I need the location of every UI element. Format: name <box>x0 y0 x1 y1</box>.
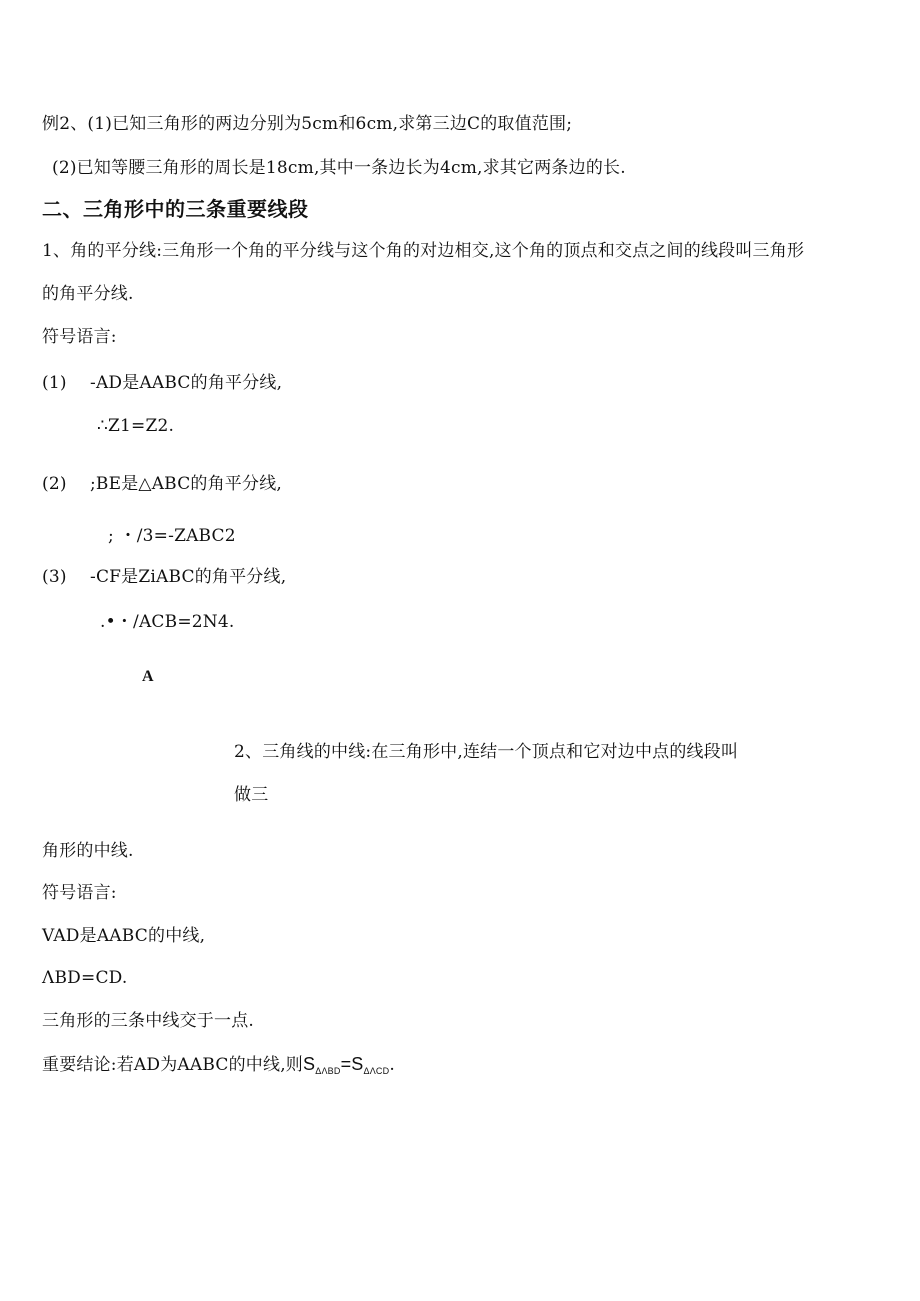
item-premise: ;BE是△ABC的角平分线, <box>90 474 282 494</box>
bisector-item-2-conclusion: ; ・/3=-ZABC2 <box>108 526 236 546</box>
area-subscript-2: ΔΛCD <box>363 1066 390 1076</box>
bisector-item-2-premise <box>42 473 282 495</box>
symbol-language-label: 符号语言: <box>42 327 117 347</box>
item-premise: -CF是ZiABC的角平分线, <box>90 567 287 587</box>
conclusion-prefix: 重要结论:若AD为AABC的中线,则 <box>42 1055 304 1075</box>
area-symbol-2: S <box>351 1054 364 1074</box>
median-definition-line-3: 角形的中线. <box>42 841 134 861</box>
angle-bisector-definition-line-2: 的角平分线. <box>42 284 134 304</box>
example-2-part-1: 例2、(1)已知三角形的两边分别为5cm和6cm,求第三边C的取值范围; <box>42 114 573 134</box>
section-heading: 二、三角形中的三条重要线段 <box>42 197 309 221</box>
equals-sign: = <box>340 1054 352 1074</box>
bisector-item-3-premise <box>42 566 286 588</box>
item-number: (3) <box>42 567 67 587</box>
bisector-item-1-conclusion: ∴Z1=Z2. <box>97 416 175 436</box>
bisector-item-1-premise <box>42 372 282 394</box>
median-conclusion: ΛBD=CD. <box>42 968 128 988</box>
end-period: . <box>389 1055 395 1075</box>
figure-vertex-label: A <box>142 668 154 685</box>
area-subscript-1: ΔΛBD <box>315 1066 341 1076</box>
item-number: (2) <box>42 474 67 494</box>
example-2-part-2: (2)已知等腰三角形的周长是18cm,其中一条边长为4cm,求其它两条边的长. <box>52 158 626 178</box>
angle-bisector-definition-line-1: 1、角的平分线:三角形一个角的平分线与这个角的对边相交,这个角的顶点和交点之间的线段叫三角形 <box>42 241 805 261</box>
median-symbol-language-label: 符号语言: <box>42 883 117 903</box>
median-definition-line-2: 做三 <box>234 785 269 805</box>
item-number: (1) <box>42 373 67 393</box>
median-concurrency-statement: 三角形的三条中线交于一点. <box>42 1011 255 1031</box>
median-premise: VAD是AABC的中线, <box>42 926 206 946</box>
area-symbol-1: S <box>303 1054 316 1074</box>
important-conclusion <box>42 1053 395 1082</box>
median-definition-line-1: 2、三角线的中线:在三角形中,连结一个顶点和它对边中点的线段叫 <box>234 742 739 762</box>
item-premise: -AD是AABC的角平分线, <box>90 373 283 393</box>
bisector-item-3-conclusion: .•・/ACB=2N4. <box>100 612 235 632</box>
